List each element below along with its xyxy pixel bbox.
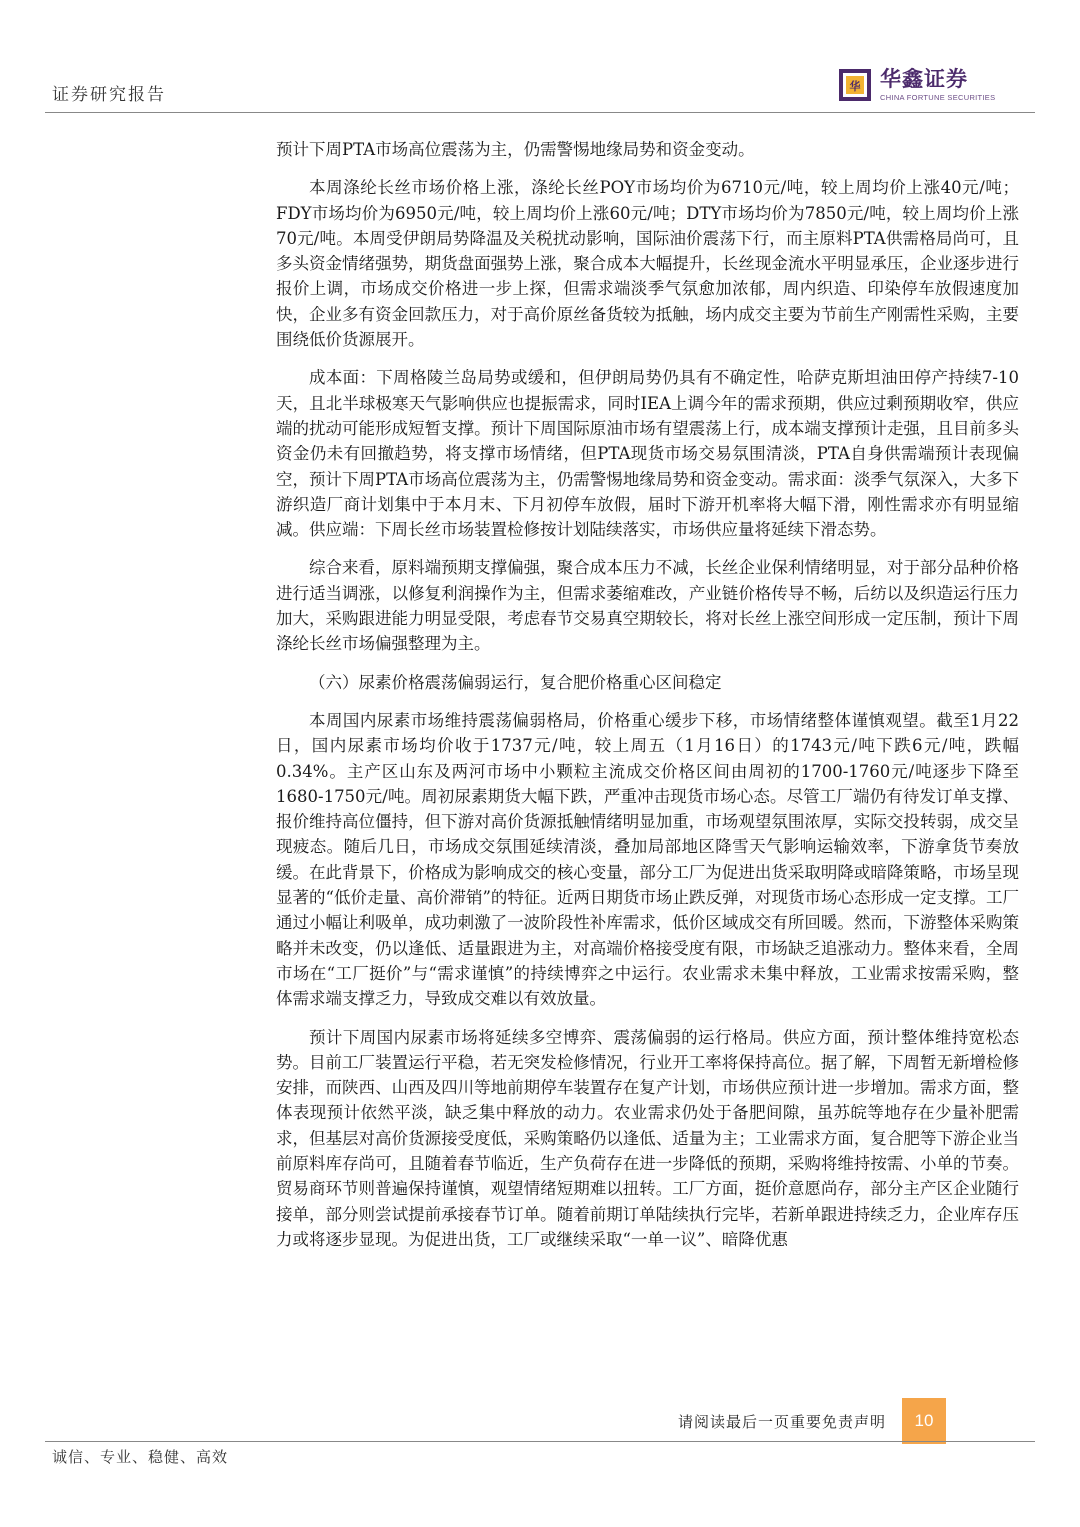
body-paragraph: 综合来看，原料端预期支撑偏强，聚合成本压力不减，长丝企业保利情绪明显，对于部分品种价格进行适当调涨，以修复利润操作为主，但需求萎缩难改，产业链价格传导不畅，后纺以及织造运行压力加大，采购跟进能力明显受限，考虑春节交易真空期较长，将对长丝上涨空间形成一定压制，预计下周涤纶长丝市场偏强整理为主。 (276, 558, 1019, 654)
report-type-label: 证券研究报告 (52, 85, 166, 105)
company-emblem-icon (838, 68, 872, 102)
company-logo (838, 68, 995, 102)
body-paragraph: 预计下周国内尿素市场将延续多空博弈、震荡偏弱的运行格局。供应方面，预计整体维持宽松态势。目前工厂装置运行平稳，若无突发检修情况，行业开工率将保持高位。据了解，下周暂无新增检修安排，而陕西、山西及四川等地前期停车装置存在复产计划，市场供应预计进一步增加。需求方面，整体表现预计依然平淡，缺乏集中释放的动力。农业需求仍处于备肥间隙，虽苏皖等地存在少量补肥需求，但基层对高价货源接受度低，采购策略仍以逢低、适量为主；工业需求方面，复合肥等下游企业当前原料库存尚可，且随着春节临近，生产负荷存在进一步降低的预期，采购将维持按需、小单的节奏。贸易商环节则普遍保持谨慎，观望情绪短期难以扭转。工厂方面，挺价意愿尚存，部分主产区企业随行接单，部分则尝试提前承接春节订单。随着前期订单陆续执行完毕，若新单跟进持续乏力，企业库存压力或将逐步显现。为促进出货，工厂或继续采取“一单一议”、暗降优惠 (276, 1027, 1019, 1249)
body-paragraph: 成本面：下周格陵兰岛局势或缓和，但伊朗局势仍具有不确定性，哈萨克斯坦油田停产持续7-10天，且北半球极寒天气影响供应也提振需求，同时IEA上调今年的需求预期，供应过剩预期收窄，供应端的扰动可能形成短暂支撑。预计下周国际原油市场有望震荡上行，成本端支撑预计走强，且目前多头资金仍未有回撤趋势，将支撑市场情绪，但PTA现货市场交易氛围清淡，PTA自身供需端预计表现偏空，预计下周PTA市场高位震荡为主，仍需警惕地缘局势和资金变动。需求面：淡季气氛深入，大多下游织造厂商计划集中于本月末、下月初停车放假，届时下游开机率将大幅下滑，刚性需求亦有明显缩减。供应端：下周长丝市场装置检修按计划陆续落实，市场供应量将延续下滑态势。 (276, 368, 1019, 540)
report-body (276, 137, 1019, 1252)
section-heading: （六）尿素价格震荡偏弱运行，复合肥价格重心区间稳定 (309, 672, 722, 692)
page-number-badge: 10 (902, 1398, 946, 1444)
footer-divider (45, 1441, 1035, 1442)
logo-chinese-name: 华鑫证券 (880, 66, 968, 91)
disclaimer-note: 请阅读最后一页重要免责声明 (678, 1413, 887, 1431)
body-paragraph: 本周国内尿素市场维持震荡偏弱格局，价格重心缓步下移，市场情绪整体谨慎观望。截至1月22日，国内尿素市场均价收于1737元/吨，较上周五（1月16日）的1743元/吨下跌6元/吨，跌幅0.34%。主产区山东及两河市场中小颗粒主流成交价格区间由周初的1700-1760元/吨逐步下降至1680-1750元/吨。周初尿素期货大幅下跌，严重冲击现货市场心态。尽管工厂端仍有待发订单支撑、报价维持高位僵持，但下游对高价货源抵触情绪明显加重，市场观望氛围浓厚，实际交投转弱，成交呈现疲态。随后几日，市场成交氛围延续清淡，叠加局部地区降雪天气影响运输效率，下游拿货节奏放缓。在此背景下，价格成为影响成交的核心变量，部分工厂为促进出货采取明降或暗降策略，市场呈现显著的“低价走量、高价滞销”的特征。近两日期货市场止跌反弹，对现货市场心态形成一定支撑。工厂通过小幅让利吸单，成功刺激了一波阶段性补库需求，低价区域成交有所回暖。然而，下游整体采购策略并未改变，仍以逢低、适量跟进为主，对高端价格接受度有限，市场缺乏追涨动力。整体来看，全周市场在“工厂挺价”与“需求谨慎”的持续博弈之中运行。农业需求未集中释放，工业需求按需采购，整体需求端支撑乏力，导致成交难以有效放量。 (276, 710, 1019, 1009)
logo-english-name: CHINA FORTUNE SECURITIES (880, 92, 996, 102)
body-paragraph: 本周涤纶长丝市场价格上涨，涤纶长丝POY市场均价为6710元/吨，较上周均价上涨40元/吨；FDY市场均价为6950元/吨，较上周均价上涨60元/吨；DTY市场均价为7850元/吨，较上周均价上涨70元/吨。本周受伊朗局势降温及关税扰动影响，国际油价震荡下行，而主原料PTA供需格局尚可，且多头资金情绪强势，期货盘面强势上涨，聚合成本大幅提升，长丝现金流水平明显承压，企业逐步进行报价上调，市场成交价格进一步上探，但需求端淡季气氛愈加浓郁，周内织造、印染停车放假速度加快，企业多有资金回款压力，对于高价原丝备货较为抵触，场内成交主要为节前生产刚需性采购，主要围绕低价货源展开。 (276, 178, 1019, 350)
header-divider (45, 112, 1035, 113)
company-motto: 诚信、专业、稳健、高效 (52, 1448, 229, 1466)
body-paragraph: 预计下周PTA市场高位震荡为主，仍需警惕地缘局势和资金变动。 (276, 140, 755, 159)
svg-text:华: 华 (849, 80, 861, 93)
